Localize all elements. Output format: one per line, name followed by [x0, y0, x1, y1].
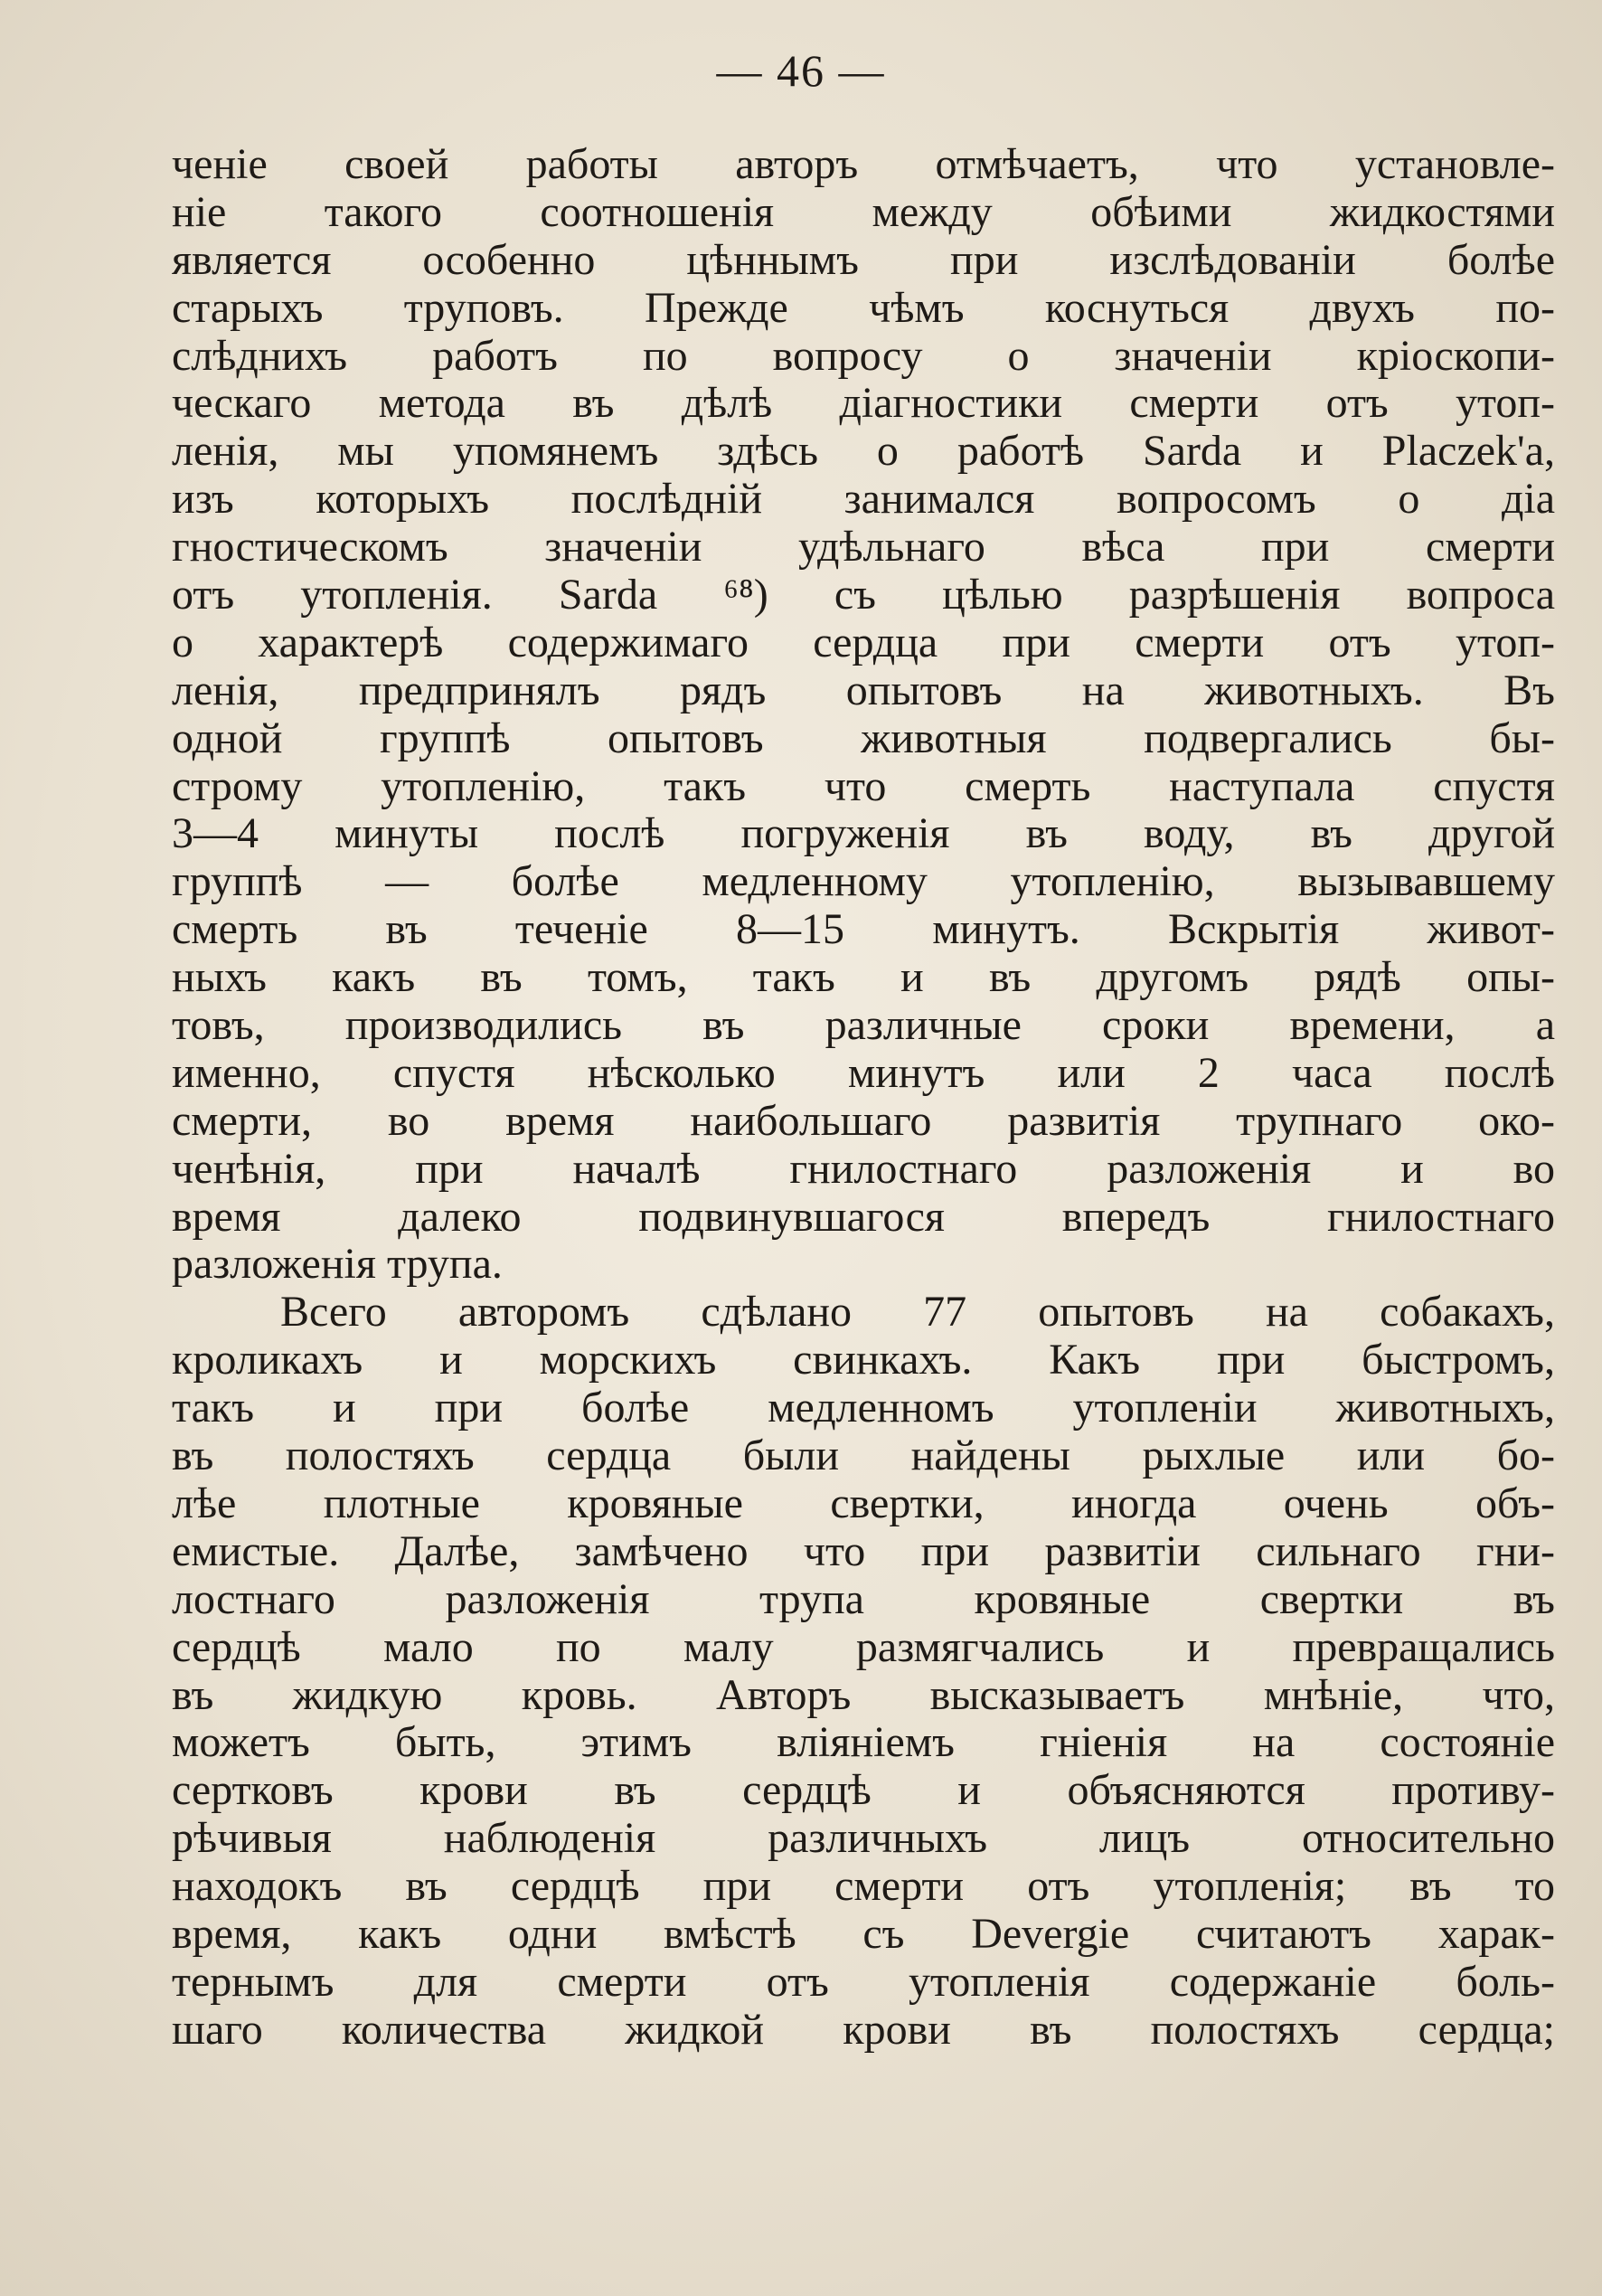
paragraph-end-line: разложенія трупа.: [172, 1240, 503, 1289]
text-line: тернымъ для смерти отъ утопленія содержаніе боль-: [172, 1957, 1555, 2006]
paragraph-start-line: Всего авторомъ сдѣлано 77 опытовъ на собакахъ,: [280, 1288, 1555, 1337]
text-line: время далеко подвинувшагося впередъ гнилостнаго: [172, 1192, 1555, 1241]
text-line: гностическомъ значеніи удѣльнаго вѣса при смерти: [172, 523, 1555, 572]
text-line: ленія, предпринялъ рядъ опытовъ на животныхъ. Въ: [172, 666, 1555, 714]
text-line: смерть въ теченіе 8—15 минутъ. Вскрытія живот-: [172, 905, 1555, 954]
text-line: о характерѣ содержимаго сердца при смерти отъ утоп-: [172, 618, 1555, 666]
text-line: смерти, во время наибольшаго развитія трупнаго око-: [172, 1096, 1555, 1145]
text-line: слѣднихъ работъ по вопросу о значеніи кріоскопи-: [172, 331, 1555, 380]
text-line: ныхъ какъ въ томъ, такъ и въ другомъ рядѣ опы-: [172, 953, 1555, 1002]
text-line: находокъ въ сердцѣ при смерти отъ утопленія; въ то: [172, 1862, 1555, 1911]
text-line: 3—4 минуты послѣ погруженія въ воду, въ другой: [172, 809, 1555, 858]
text-line: такъ и при болѣе медленномъ утопленіи животныхъ,: [172, 1384, 1555, 1432]
text-line: лѣе плотные кровяные свертки, иногда очень объ-: [172, 1479, 1555, 1527]
text-line: въ полостяхъ сердца были найдены рыхлые или бо-: [172, 1431, 1555, 1480]
text-line: ленія, мы упомянемъ здѣсь о работѣ Sarda и Placzek'a,: [172, 427, 1555, 476]
text-line: группѣ — болѣе медленному утопленію, вызывавшему: [172, 857, 1555, 906]
text-line: ніе такого соотношенія между обѣими жидкостями: [172, 187, 1555, 236]
text-line: товъ, производились въ различные сроки времени, а: [172, 1001, 1555, 1050]
text-line: сертковъ крови въ сердцѣ и объясняются противу-: [172, 1766, 1555, 1815]
text-line: емистые. Далѣе, замѣчено что при развитіи сильнаго гни-: [172, 1526, 1555, 1575]
text-line: лостнаго разложенія трупа кровяные свертки въ: [172, 1574, 1555, 1623]
page-body-text: [172, 141, 1555, 2055]
text-line: время, какъ одни вмѣстѣ съ Devergie считаютъ харак-: [172, 1909, 1555, 1958]
text-line: ческаго метода въ дѣлѣ діагностики смерти отъ утоп-: [172, 379, 1555, 428]
text-line: строму утопленію, такъ что смерть наступала спустя: [172, 761, 1555, 810]
text-line: рѣчивыя наблюденія различныхъ лицъ относительно: [172, 1814, 1555, 1863]
text-line: въ жидкую кровь. Авторъ высказываетъ мнѣніе, что,: [172, 1670, 1555, 1719]
text-line: отъ утопленія. Sarda ⁶⁸) съ цѣлью разрѣшенія вопроса: [172, 571, 1555, 619]
text-line: кроликахъ и морскихъ свинкахъ. Какъ при быстромъ,: [172, 1336, 1555, 1384]
text-line: старыхъ труповъ. Прежде чѣмъ коснуться двухъ по-: [172, 283, 1555, 332]
text-line: можетъ быть, этимъ вліяніемъ гніенія на состояніе: [172, 1718, 1555, 1767]
page-number: — 46 —: [716, 45, 886, 96]
text-line: именно, спустя нѣсколько минутъ или 2 часа послѣ: [172, 1048, 1555, 1097]
text-line: ченіе своей работы авторъ отмѣчаетъ, что установле-: [172, 140, 1555, 188]
text-line: является особенно цѣннымъ при изслѣдованіи болѣе: [172, 235, 1555, 284]
text-line: шаго количества жидкой крови въ полостяхъ сердца;: [172, 2005, 1555, 2054]
text-line: одной группѣ опытовъ животныя подвергались бы-: [172, 713, 1555, 762]
text-line: сердцѣ мало по малу размягчались и превращались: [172, 1622, 1555, 1671]
text-line: изъ которыхъ послѣдній занимался вопросомъ о діа: [172, 475, 1555, 524]
text-line: ченѣнія, при началѣ гнилостнаго разложенія и во: [172, 1144, 1555, 1193]
